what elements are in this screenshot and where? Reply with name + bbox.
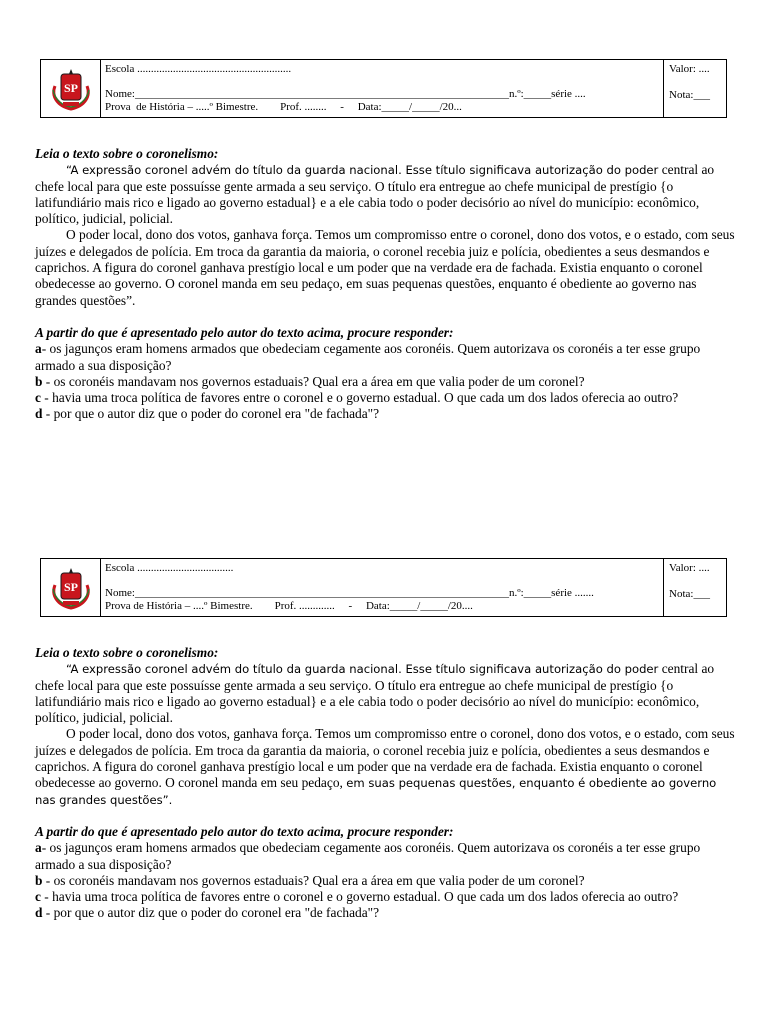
question-c	[35, 390, 735, 406]
grade-cell	[664, 60, 726, 117]
grade-field: Nota:___	[669, 588, 710, 600]
question-text: - os coronéis mandavam nos governos estaduais? Qual era a área em que valia poder de um coronel?	[42, 373, 585, 389]
question-letter: c	[35, 889, 41, 905]
question-letter: d	[35, 905, 43, 921]
question-text: - havia uma troca política de favores entre o coronel e o governo estadual. O que cada um dos lados oferecia ao outro?	[40, 889, 679, 905]
exam-body	[35, 645, 735, 922]
question-letter: a	[35, 840, 42, 856]
paragraph-2-main: O poder local, dono dos votos, ganhava força. Temos um compromisso entre o coronel, dono dos votos, e o estado, com seus juízes e delegados de polícia. Em troca da garantia da maioria, o coronel recebia juiz e polícia, obedientes a seus desmandos e caprichos. A figura do coronel ganhava prestígio local e um poder que na verdade era de fachada. Existia enquanto o coronel obedecesse ao governo. O coronel manda em seu pedaço,	[35, 227, 735, 292]
svg-text:SP: SP	[63, 579, 78, 594]
question-text: - os jagunços eram homens armados que obedeciam cegamente aos coronéis. Quem autorizava os coronéis a ter esse grupo armado a sua disposição?	[35, 341, 701, 373]
spacer	[35, 808, 735, 824]
student-info-cell	[101, 60, 664, 117]
spacer	[35, 309, 735, 325]
name-field: Nome:____________________________________________________________________n.º:_____série .......	[105, 587, 594, 599]
question-text: - os coronéis mandavam nos governos estaduais? Qual era a área em que valia poder de um coronel?	[42, 872, 585, 888]
svg-text:SP: SP	[63, 80, 78, 95]
paragraph-1-start: “A expressão coronel advém do título da guarda nacional. Esse título significava autorização do poder	[66, 662, 659, 677]
paragraph-1-start: “A expressão coronel advém do título da guarda nacional. Esse título significava autorização do poder	[66, 163, 659, 178]
exam-sheet-2	[0, 499, 768, 1011]
grade-field: Nota:___	[669, 89, 710, 101]
exam-header	[40, 558, 727, 617]
sao-paulo-coat-of-arms-icon	[49, 66, 93, 112]
sao-paulo-coat-of-arms-icon	[49, 565, 93, 611]
paragraph-2	[35, 726, 735, 807]
reading-heading: Leia o texto sobre o coronelismo:	[35, 146, 219, 161]
student-info-cell	[101, 559, 664, 616]
question-d	[35, 406, 735, 422]
paragraph-2-end: em suas pequenas questões, enquanto é obediente ao governo nas grandes questões”.	[35, 776, 717, 807]
paragraph-2-main: O poder local, dono dos votos, ganhava força. Temos um compromisso entre o coronel, dono dos votos, e o estado, com seus juízes e delegados de polícia. Em troca da garantia da maioria, o coronel recebia juiz e polícia, obedientes a seus desmandos e caprichos. A figura do coronel ganhava prestígio local e um poder que na verdade era de fachada. Existia enquanto o coronel obedecesse ao governo. O coronel manda em seu pedaço,	[35, 726, 735, 791]
question-letter: a	[35, 341, 42, 357]
reading-heading: Leia o texto sobre o coronelismo:	[35, 645, 219, 660]
logo-cell	[41, 559, 101, 616]
question-letter: b	[35, 872, 43, 888]
question-d	[35, 905, 735, 921]
question-c	[35, 889, 735, 905]
exam-header	[40, 59, 727, 118]
questions-heading: A partir do que é apresentado pelo autor do texto acima, procure responder:	[35, 823, 454, 839]
question-text: - por que o autor diz que o poder do coronel era "de fachada"?	[42, 406, 380, 422]
question-text: - os jagunços eram homens armados que obedeciam cegamente aos coronéis. Quem autorizava os coronéis a ter esse grupo armado a sua disposição?	[35, 840, 701, 872]
exam-body	[35, 146, 735, 423]
value-field: Valor: ....	[669, 63, 710, 75]
paragraph-1-rest: central ao chefe local para que este possuísse gente armada a seu serviço. O título era entregue ao chefe municipal de prestígio {o latifundiário mais rico e ligado ao governo estadual} e a ele cabia todo o poder decisório ao nível do município: econômico, político, judicial, policial.	[35, 661, 715, 726]
paragraph-2-end: em suas pequenas questões, enquanto é obediente ao governo nas grandes questões”.	[35, 276, 697, 308]
question-letter: b	[35, 373, 43, 389]
school-field: Escola ...................................	[105, 562, 234, 574]
name-field: Nome:____________________________________________________________________n.º:_____série ....	[105, 88, 586, 100]
question-text: - por que o autor diz que o poder do coronel era "de fachada"?	[42, 905, 380, 921]
grade-cell	[664, 559, 726, 616]
paragraph-1-rest: central ao chefe local para que este possuísse gente armada a seu serviço. O título era entregue ao chefe municipal de prestígio {o latifundiário mais rico e ligado ao governo estadual} e a ele cabia todo o poder decisório ao nível do município: econômico, político, judicial, policial.	[35, 162, 715, 227]
exam-info-line: Prova de História – .....º Bimestre. Prof. ........ - Data:_____/_____/20...	[105, 101, 462, 113]
paragraph-1	[35, 661, 735, 726]
question-b	[35, 873, 735, 889]
question-text: - havia uma troca política de favores entre o coronel e o governo estadual. O que cada um dos lados oferecia ao outro?	[40, 390, 679, 406]
exam-info-line: Prova de História – ....º Bimestre. Prof. ............. - Data:_____/_____/20....	[105, 600, 473, 612]
logo-cell	[41, 60, 101, 117]
question-a	[35, 840, 735, 873]
question-letter: d	[35, 406, 43, 422]
questions-heading: A partir do que é apresentado pelo autor do texto acima, procure responder:	[35, 324, 454, 340]
school-field: Escola ........................................................	[105, 63, 292, 75]
question-a	[35, 341, 735, 374]
paragraph-1	[35, 162, 735, 227]
question-letter: c	[35, 390, 41, 406]
value-field: Valor: ....	[669, 562, 710, 574]
paragraph-2	[35, 227, 735, 308]
question-b	[35, 374, 735, 390]
